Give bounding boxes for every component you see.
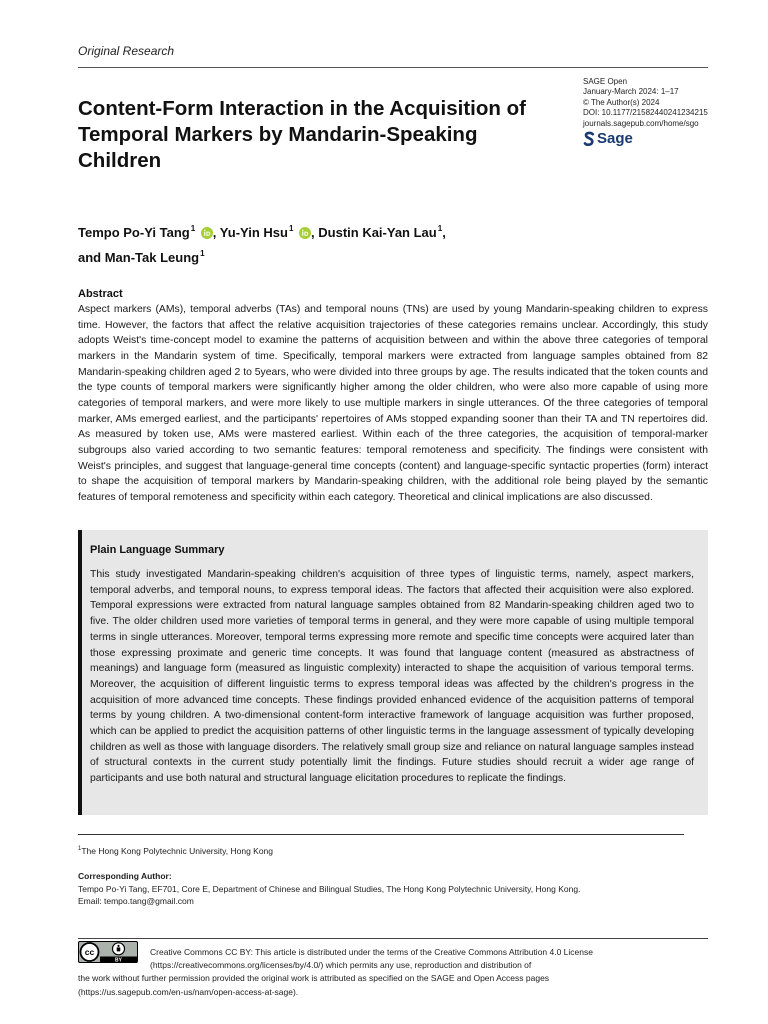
affiliation-note [78, 846, 273, 856]
summary-heading: Plain Language Summary [90, 544, 225, 556]
plain-language-summary-box [78, 530, 708, 815]
section-label: Original Research [78, 44, 175, 58]
license-line[interactable]: (https://creativecommons.org/licenses/by/4.0/) which permits any use, reproduction and distribution of [150, 960, 532, 971]
affiliation-marker: 1 [288, 224, 294, 233]
license-divider [78, 938, 708, 939]
journal-issue: January-March 2024: 1–17 [583, 87, 679, 97]
affiliation-text: The Hong Kong Polytechnic University, Hong Kong [81, 846, 274, 856]
abstract-heading: Abstract [78, 288, 123, 300]
author-name[interactable]: and Man-Tak Leung [78, 250, 200, 265]
corresponding-address: Tempo Po-Yi Tang, EF701, Core E, Department of Chinese and Bilingual Studies, The Hong Kong Polytechnic University, Hong Kong. [78, 883, 581, 894]
by-badge-label: BY [115, 957, 122, 963]
corresponding-author [78, 870, 698, 908]
license-line: the work without further permission provided the original work is attributed as specified on the SAGE and Open Access pages [78, 973, 550, 984]
publisher-logo-text: Sage [597, 130, 633, 147]
summary-accent-bar [78, 530, 82, 815]
author-name[interactable]: Yu-Yin Hsu [219, 225, 288, 240]
sage-logo-icon [583, 131, 595, 147]
affiliation-marker: 1 [437, 224, 443, 233]
author-name[interactable]: Dustin Kai-Yan Lau [318, 225, 437, 240]
author-name[interactable]: Tempo Po-Yi Tang [78, 225, 190, 240]
abstract-text: Aspect markers (AMs), temporal adverbs (TAs) and temporal nouns (TNs) are used by young Mandarin-speaking children to express time. However, the factors that affect the relative acquisition trajectories of these categories remains unclear. Accordingly, this study adopts Weist's time-concept model to examine the patterns of acquisition between and within the above three categories of temporal markers in the Mandarin system of time. Specifically, temporal markers were extracted from language samples obtained from 82 Mandarin-speaking children aged 2 to 5years, who were divided into three groups by age. The results indicated that the token counts and the type counts of temporal markers were significantly higher among the older children, who were also more capable of using more categories of temporal markers, and were more likely to use multiple markers in single utterances. Of the three categories of temporal marker, AMs emerged earliest, and the participants' repertoires of AMs stopped expanding sooner than their TA and TN repertoires did. As measured by token use, AMs were mastered earliest. Within each of the three categories, the acquisition of temporal-marker subgroups also varied according to two semantic features: temporal remoteness and specificity. The findings were consistent with Weist's principles, and suggest that language-general time concepts (content) and language-specific syntactic properties (form) interact to shape the acquisition of temporal markers by Mandarin-speaking children, with the additional role being played by the semantic features of temporal remoteness and specificity within each category. Theoretical and clinical implications are also discussed. [78, 304, 708, 503]
header-divider [78, 67, 708, 68]
footnote-divider [78, 834, 684, 835]
journal-copyright: © The Author(s) 2024 [583, 97, 660, 107]
publisher-logo [583, 131, 633, 147]
cc-badge-label: cc [84, 947, 95, 958]
corresponding-heading: Corresponding Author: [78, 871, 172, 881]
article-title: Content-Form Interaction in the Acquisition of Temporal Markers by Mandarin-Speaking Children [78, 97, 526, 172]
journal-url[interactable]: journals.sagepub.com/home/sgo [583, 118, 699, 128]
license-line: Creative Commons CC BY: This article is distributed under the terms of the Creative Commons Attribution 4.0 License [150, 947, 593, 957]
affiliation-marker: 1 [78, 846, 82, 852]
journal-name: SAGE Open [583, 77, 628, 86]
orcid-icon[interactable] [201, 227, 213, 239]
author-separator: , [311, 225, 315, 240]
orcid-icon[interactable] [299, 227, 311, 239]
license-text [78, 946, 708, 999]
journal-info [583, 77, 733, 129]
author-list [78, 218, 598, 268]
author-separator: , [442, 225, 446, 240]
journal-doi[interactable]: DOI: 10.1177/21582440241234215 [583, 108, 708, 118]
affiliation-marker: 1 [190, 224, 196, 233]
corresponding-email[interactable]: Email: tempo.tang@gmail.com [78, 896, 194, 907]
affiliation-marker: 1 [200, 249, 205, 258]
summary-text: This study investigated Mandarin-speaking children's acquisition of three types of linguistic terms, namely, aspect markers, temporal adverbs, and temporal nouns, to express temporal ideas. The factors that affected their acquisition were also explored. Temporal expressions were extracted from natural language samples obtained from 82 Mandarin-speaking children aged two to five. The older children used more varieties of temporal terms in general, and they were more capable of using multiple temporal terms in single utterances. Moreover, temporal terms expressing more remote and specific time concepts were acquired later than those expressing proximate and generic time concepts. It was found that language content (measured as abstractness of meanings) and language form (measured as linguistic complexity) interacted to shape the acquisition of various temporal terms. Moreover, the acquisition of different linguistic terms to express temporal ideas was affected by the children's progress in the acquisition of more advanced time concepts. These findings provided enhanced evidence of the acquisition patterns of temporal terms by young children. A two-dimensional content-form interactive framework of language acquisition was further proposed, which can be applied to predict the acquisition patterns of other linguistic terms in the language assessment of typically developing children as well as those with language disorders. The relatively small group size and reliance on natural language samples instead of structural contexts in the current study potentially limit the findings. Future studies should recruit a wider age range of participants and use both natural and structural language elicitation procedures to replicate the findings. [90, 569, 694, 785]
author-separator: , [212, 225, 217, 240]
license-line[interactable]: (https://us.sagepub.com/en-us/nam/open-access-at-sage). [78, 986, 299, 997]
